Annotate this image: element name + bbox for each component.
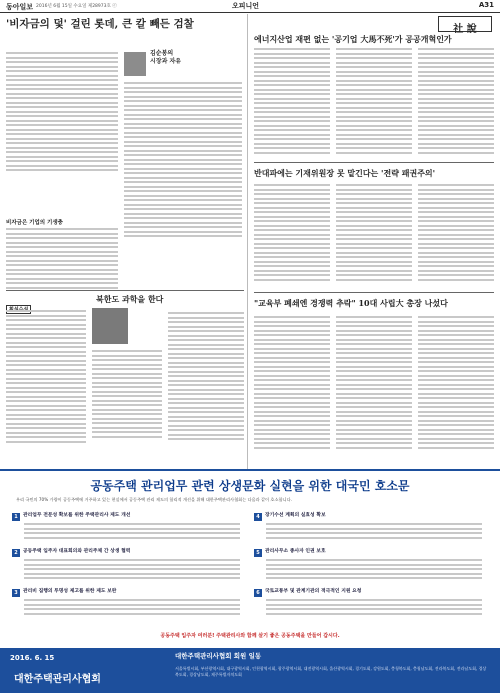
ad-item-number: 1 — [12, 513, 20, 521]
author-name: 김순봉의 시장과 자유 — [150, 50, 182, 65]
ad-item-body — [24, 559, 240, 579]
public-notice-ad — [0, 469, 500, 693]
ad-members-title: 대한주택관리사협회 회원 일동 — [175, 652, 262, 660]
ad-title: 공동주택 관리업무 관련 상생문화 실현을 위한 대국민 호소문 — [90, 479, 410, 493]
ad-item-text: 공동주택 입주자 대표회의와 관리주체 간 상생 협력 — [23, 549, 131, 554]
section-divider — [6, 290, 244, 291]
ad-date: 2016. 6. 15 — [10, 654, 55, 662]
ad-item-number: 4 — [254, 513, 262, 521]
editorial-body — [254, 316, 330, 449]
article-body — [6, 310, 86, 443]
editorial-headline-2: 반대파에는 기재위원장 못 맡긴다는 '전략 패권주의' — [254, 168, 436, 178]
ad-item-body — [266, 599, 482, 615]
ad-item-text: 국토교통부 및 관계기관의 적극적인 지원 요청 — [265, 589, 362, 594]
ad-item — [254, 549, 484, 557]
editorial-body — [254, 184, 330, 281]
left-column — [6, 18, 242, 30]
ad-call-to-action: 공동주택 입주자 여러분! 주택관리사와 함께 살기 좋은 공동주택을 만들어 갑시다. — [160, 633, 340, 639]
editorial-headline-1: 에너지산업 재편 없는 '공기업 大馬不死'가 공공개혁인가 — [254, 34, 452, 44]
author-photo — [124, 52, 146, 76]
ad-item-body — [24, 523, 240, 539]
section-divider — [254, 162, 494, 163]
ad-item-number: 2 — [12, 549, 20, 557]
article-body — [124, 82, 242, 237]
ad-signature-bar — [0, 648, 500, 693]
ad-item-number: 5 — [254, 549, 262, 557]
section-title: 오피니언 — [232, 2, 260, 10]
editorial-body — [418, 184, 494, 281]
editorial-body — [418, 316, 494, 449]
ad-item-text: 관리업무 전문성 확보를 위한 주택관리사 제도 개선 — [23, 513, 131, 518]
ad-item-number: 6 — [254, 589, 262, 597]
article-body — [92, 350, 162, 438]
column-headline: 북한도 과학을 한다 — [96, 294, 164, 304]
article-body — [6, 228, 118, 289]
page-number: A31 — [478, 1, 494, 9]
editorial-headline-3: "교육부 폐쇄엔 경쟁력 추락" 10대 사립大 총장 나섰다 — [254, 298, 448, 308]
editorial-badge — [438, 16, 492, 35]
column-divider — [247, 14, 248, 469]
newspaper-logo: 동아일보 — [6, 2, 34, 11]
article-body — [6, 52, 118, 171]
editorial-body — [336, 316, 412, 449]
ad-item-body — [24, 599, 240, 615]
ad-item — [254, 589, 484, 597]
ad-item-text: 관리사무소 종사자 인권 보호 — [265, 549, 326, 554]
ad-organization: 대한주택관리사협회 — [14, 674, 101, 685]
editorial-body — [336, 184, 412, 281]
article-body — [168, 312, 244, 440]
editorial-body — [418, 48, 494, 154]
subheading: 비자금은 기업의 기생충 — [6, 220, 63, 226]
ad-item-number: 3 — [12, 589, 20, 597]
ad-item-body — [266, 559, 482, 579]
column-headline: '비자금의 덫' 걸린 롯데, 큰 칼 빼든 검찰 — [6, 18, 194, 30]
ad-item — [12, 589, 242, 597]
ad-item-text: 관리비 집행의 투명성 제고를 위한 제도 보완 — [23, 589, 117, 594]
ad-item — [254, 513, 484, 521]
ad-item — [12, 549, 242, 557]
editorial-body — [336, 48, 412, 154]
ad-item-text: 장기수선 계획의 실효성 확보 — [265, 513, 326, 518]
ad-members-list: 서울특별시회, 부산광역시회, 대구광역시회, 인천광역시회, 광주광역시회, 대전광역시회, 울산광역시회, 경기도회, 강원도회, 충청북도회, 충청남도회, 전라북도회, 전라남도회, 경상북도회, 경상남도회, 제주특별자치도회 — [175, 666, 487, 677]
illustration — [92, 308, 128, 344]
section-divider — [254, 292, 494, 293]
page-header — [0, 0, 500, 13]
ad-intro: 우리 국민의 70% 가량이 공동주택에 거주하고 있는 현실에서 공동주택 관리 제도의 합리적 개선을 위해 대한주택관리사협회는 다음과 같이 호소합니다. — [16, 497, 292, 502]
editorial-body — [254, 48, 330, 154]
ad-item — [12, 513, 242, 521]
issue-date: 2016년 6월 15일 수요일 제28973호 ⓒ — [36, 4, 117, 9]
ad-item-body — [266, 523, 482, 539]
editorial-sigil: 社 說 — [453, 24, 477, 35]
